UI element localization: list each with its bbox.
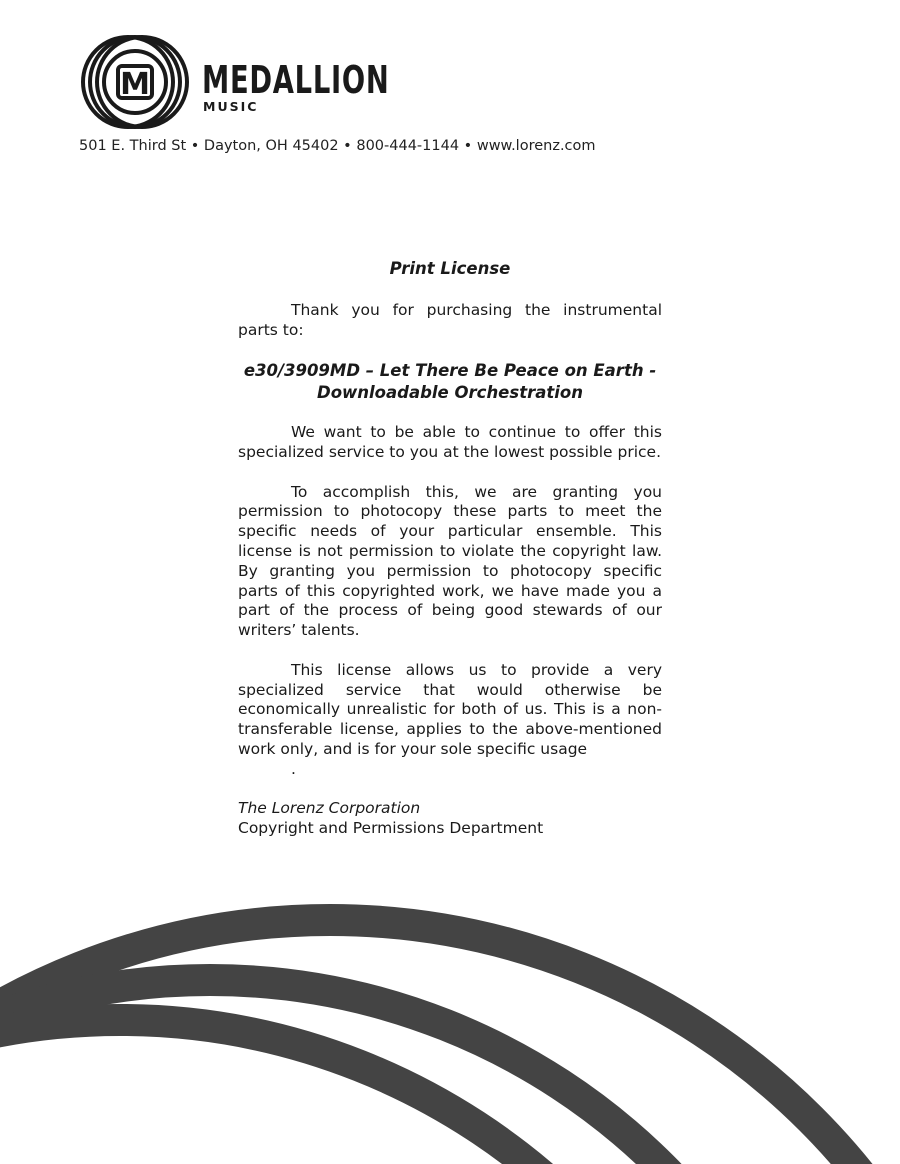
signature-company: The Lorenz Corporation bbox=[238, 799, 421, 818]
letter-body bbox=[238, 258, 662, 839]
brand-subtitle: MUSIC bbox=[203, 99, 259, 114]
paragraph-license: This license allows us to provide a very specialized service that would otherwise be economically unrealistic for both of us. This is a non-transferable license, applies to the above-mentioned work only, and is for your sole specific usage bbox=[238, 660, 662, 758]
signature-department: Copyright and Permissions Department bbox=[238, 819, 544, 838]
intro-paragraph: Thank you for purchasing the instrumental parts to: bbox=[238, 301, 662, 339]
brand-name: MEDALLION bbox=[202, 58, 390, 102]
paragraph-service: We want to be able to continue to offer this specialized service to you at the lowest possible price. bbox=[238, 423, 662, 461]
brand-logo bbox=[78, 32, 390, 132]
paragraph-permission: To accomplish this, we are granting you permission to photocopy these parts to meet the specific needs of your particular ensemble. This license is not permission to violate the copyright law. By granting you permission to photocopy specific parts of this copyrighted work, we have made you a part of the process of being good stewards of our writers’ talents. bbox=[238, 482, 662, 640]
work-title-line-2: Downloadable Orchestration bbox=[317, 382, 583, 402]
work-title bbox=[238, 360, 662, 403]
company-address: 501 E. Third St • Dayton, OH 45402 • 800-444-1144 • www.lorenz.com bbox=[79, 138, 596, 154]
medallion-rings-logo-icon bbox=[78, 32, 193, 132]
letter-heading: Print License bbox=[389, 259, 511, 278]
logo-letter: M bbox=[120, 67, 150, 102]
decorative-rings-icon bbox=[0, 880, 900, 1164]
work-title-line-1: e30/3909MD – Let There Be Peace on Earth - bbox=[243, 361, 657, 381]
trailing-dot: . bbox=[291, 759, 296, 778]
